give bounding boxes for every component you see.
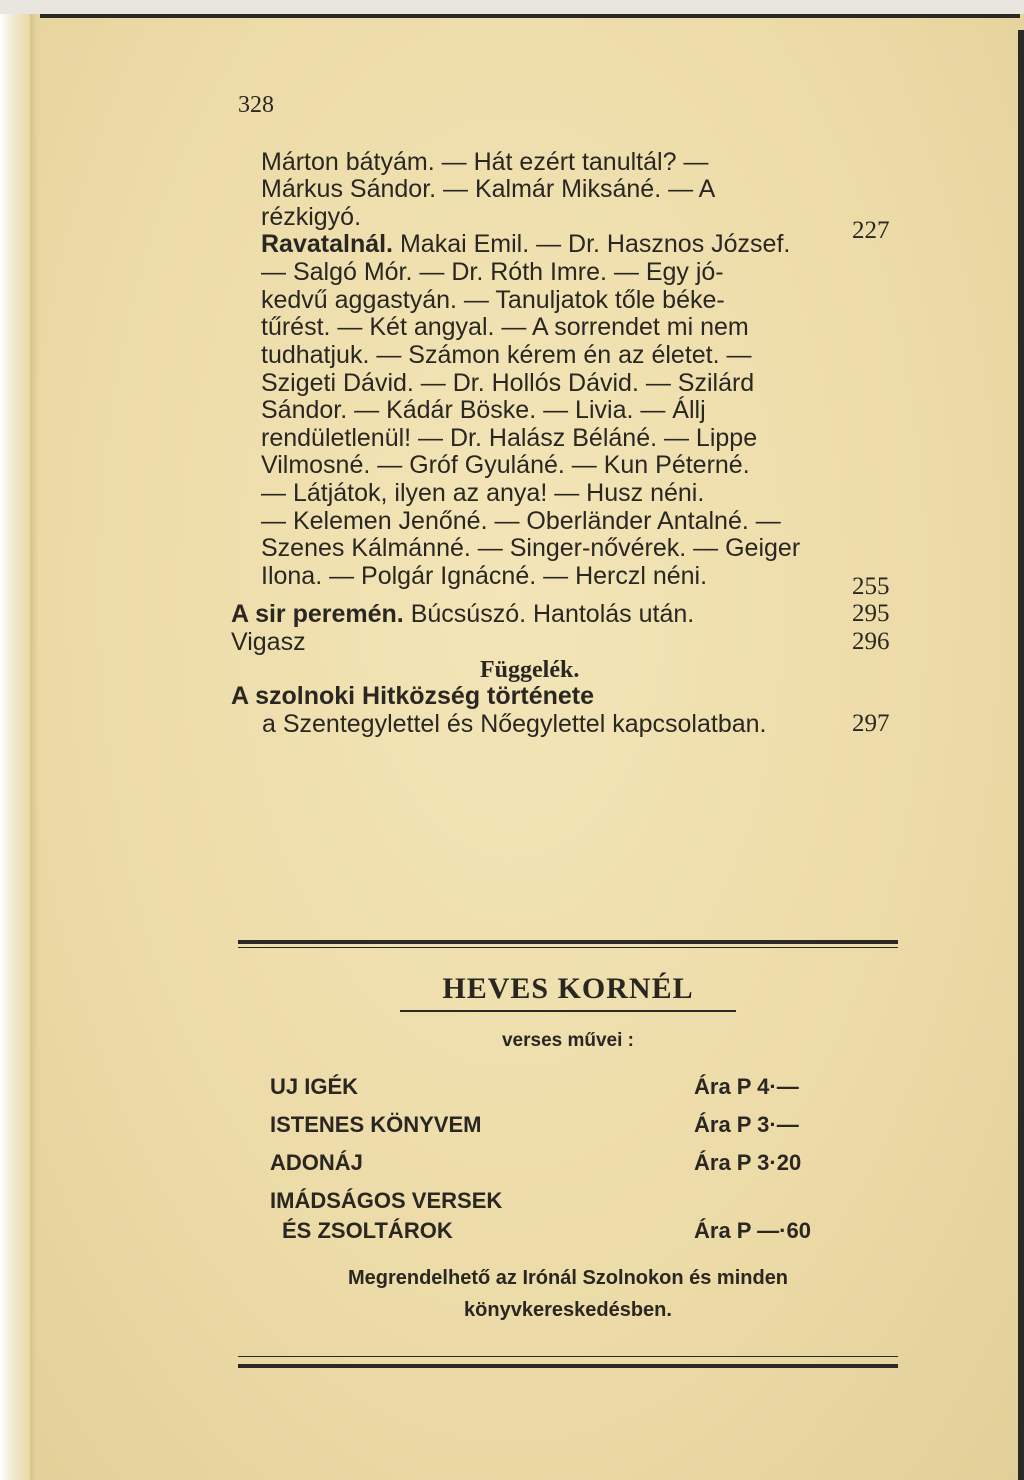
ad-title-underline — [400, 1010, 736, 1012]
ad-book-price: Ára P 3·20 — [694, 1150, 802, 1175]
ad-footer-line1: Megrendelhető az Irónál Szolnokon és minden — [347, 1267, 789, 1289]
contents-line: — Salgó Mór. — Dr. Róth Imre. — Egy jó- — [261, 258, 724, 286]
contents-line: tűrést. — Két angyal. — A sorrendet mi nem — [261, 313, 749, 341]
ad-subtitle: verses művei : — [501, 1030, 635, 1051]
ad-book-title: ISTENES KÖNYVEM — [270, 1112, 482, 1137]
ad-footer — [238, 1262, 898, 1326]
contents-line: Sándor. — Kádár Böske. — Livia. — Állj — [261, 396, 706, 424]
advertisement-box — [238, 940, 898, 1368]
contents-line: Márton bátyám. — Hát ezért tanultál? — — [261, 148, 709, 176]
ad-book-price: Ára P 4·— — [694, 1074, 799, 1099]
page-ref-227: 227 — [852, 217, 890, 244]
ad-title: HEVES KORNÉL — [442, 972, 694, 1005]
ad-book-price: Ára P 3·— — [694, 1112, 799, 1137]
entry-sir-peremen-rest: Búcsúszó. Hantolás után. — [410, 600, 695, 628]
page-ref-297: 297 — [852, 710, 890, 737]
page-number: 328 — [238, 92, 274, 118]
scan-left-margin — [0, 14, 30, 1480]
entry-tortenet-sub: a Szentegylettel és Nőegylettel kapcsolatban. — [262, 710, 767, 738]
ad-book-title: ÉS ZSOLTÁROK — [282, 1218, 453, 1243]
ad-book-title: UJ IGÉK — [270, 1074, 359, 1099]
entry-vigasz: Vigasz — [231, 628, 306, 656]
contents-line: Vilmosné. — Gróf Gyuláné. — Kun Péterné. — [261, 451, 750, 479]
contents-line: rézkigyó. — [261, 203, 362, 231]
page-fold-shadow — [30, 14, 38, 1480]
page-ref-296: 296 — [852, 628, 890, 655]
entry-sir-peremen — [231, 600, 694, 627]
entry-tortenet-title: A szolnoki Hitközség története — [231, 682, 595, 710]
contents-line-ravatalnal: Ravatalnál. Makai Emil. — Dr. Hasznos József. — [261, 230, 791, 258]
appendix-heading: Függelék. — [480, 657, 580, 683]
contents-line: Ilona. — Polgár Ignácné. — Herczl néni. — [261, 562, 708, 590]
page-ref-295: 295 — [852, 600, 890, 627]
ad-footer-line2: könyvkereskedésben. — [464, 1299, 672, 1321]
ad-book-title: ADONÁJ — [270, 1150, 363, 1175]
section-title-ravatalnal: Ravatalnál. — [261, 230, 394, 258]
page-ref-255: 255 — [852, 573, 890, 600]
contents-line: — Látjátok, ilyen az anya! — Husz néni. — [261, 479, 705, 507]
section-title-sir-peremen: A sir peremén. — [231, 600, 404, 628]
scan-top-margin — [0, 0, 1024, 14]
scan-top-rule — [40, 14, 1020, 18]
contents-line: — Kelemen Jenőné. — Oberländer Antalné. — — [261, 507, 781, 535]
scan-right-edge — [1018, 30, 1024, 1480]
ad-book-price: Ára P —·60 — [694, 1218, 811, 1243]
contents-line: Márkus Sándor. — Kalmár Miksáné. — A — [261, 175, 716, 203]
contents-line: rendületlenül! — Dr. Halász Béláné. — Lippe — [261, 424, 758, 452]
contents-line: tudhatjuk. — Számon kérem én az életet. — — [261, 341, 752, 369]
contents-line: Szenes Kálmánné. — Singer-nővérek. — Geiger — [261, 534, 801, 562]
contents-line: Szigeti Dávid. — Dr. Hollós Dávid. — Szilárd — [261, 369, 755, 397]
contents-line: kedvű aggastyán. — Tanuljatok tőle béke- — [261, 286, 725, 314]
ad-book-title: IMÁDSÁGOS VERSEK — [270, 1188, 503, 1213]
